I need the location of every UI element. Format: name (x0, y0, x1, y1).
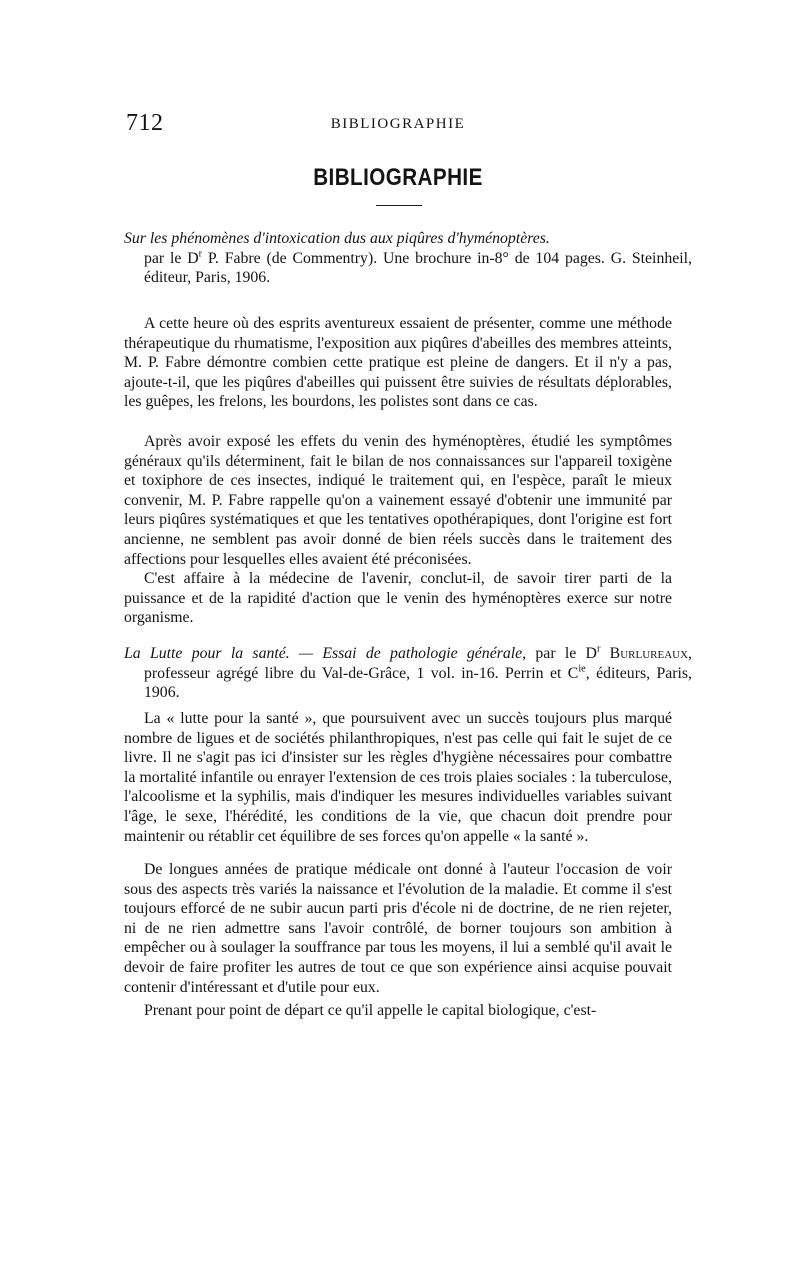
section-title: BIBLIOGRAPHIE (313, 164, 483, 191)
review-paragraph: Prenant pour point de départ ce qu'il appelle le capital biologique, c'est- (144, 1002, 597, 1019)
entry-citation-sup: r (596, 643, 601, 655)
entry-title: Sur les phénomènes d'intoxication dus aux piqûres d'hyménoptères. (124, 230, 550, 247)
page-number: 712 (126, 110, 164, 136)
review-paragraph: A cette heure où des esprits aventureux essaient de présenter, comme une méthode thérapeutique du rhumatisme, l'exposition aux piqûres d'abeilles des membres atteints, M. P. Fabre démontre combien cette pratique est pleine de dangers. Et il n'y a pas, ajoute-t-il, que les piqûres d'abeilles qui puissent être suivies de résultats déplorables, les guêpes, les frelons, les bourdons, les polistes sont dans ce cas. (124, 315, 672, 411)
review-paragraph: Après avoir exposé les effets du venin des hyménoptères, étudié les symptômes généraux qu'ils déterminent, fait le bilan de nos connaissances sur l'appareil toxigène et toxiphore de ces insectes, indiqué le traitement qui, en l'espèce, paraît le mieux convenir, M. P. Fabre rappelle qu'on a vainement essayé d'obtenir une immunité par leurs piqûres systématiques et que les tentatives opothérapiques, dont l'origine est fort ancienne, ne semblent pas avoir donné de bien réels succès dans le traitement des affections pour lesquelles elles avaient été préconisées. (124, 433, 672, 568)
running-title: BIBLIOGRAPHIE (330, 116, 466, 132)
entry-author: Burlureaux, (600, 645, 692, 662)
entry-heading (124, 644, 692, 703)
running-header (124, 110, 672, 136)
review-paragraph: La « lutte pour la santé », que poursuivent avec un succès toujours plus marqué nombre de ligues et de sociétés philanthropiques, n'est pas celle qui fait le sujet de ce livre. Il ne s'agit pas ici d'insister sur les règles d'hygiène nécessaires pour combattre la mortalité infantile ou enrayer l'extension de ces trois plaies sociales : la tuberculose, l'alcoolisme et la syphilis, mais d'indiquer les mesures individuelles variables suivant l'âge, le sexe, l'hérédité, les conditions de la vie, que chacun doit prendre pour maintenir ou rétablir cet équilibre de ses forces qu'on appelle « la santé ». (124, 710, 672, 845)
entry-citation-sup: r (198, 248, 203, 260)
review-paragraph: De longues années de pratique médicale ont donné à l'auteur l'occasion de voir sous des aspects très variés la naissance et l'évolution de la maladie. Et comme il s'est toujours efforcé de ne subir aucun parti pris d'école ni de doctrine, de ne rien rejeter, ni de ne rien admettre sans l'avoir contrôlé, de borner toujours son ambition à empêcher ou à soulager la souffrance par tous les moyens, il lui a semblé qu'il avait le devoir de faire profiter les autres de tout ce que son expérience ainsi acquise pouvait contenir d'intéressant et d'utile pour eux. (124, 861, 672, 996)
entry-citation: par le D (526, 645, 597, 662)
entry-title: La Lutte pour la santé. — Essai de pathologie générale, (124, 645, 527, 662)
entry-citation: P. Fabre (de Commentry). Une brochure in-8° de 104 pages. G. Steinheil, éditeur, Paris, 1906. (144, 249, 692, 287)
entry-heading (124, 229, 692, 288)
entry-citation: professeur agrégé libre du Val-de-Grâce, 1 vol. in-16. Perrin et C (144, 664, 579, 682)
title-rule (376, 205, 422, 206)
entry-citation: , éditeurs, Paris, 1906. (144, 664, 692, 702)
entry-citation-sup: ie (578, 663, 586, 675)
entry-citation: par le D (144, 249, 199, 267)
review-paragraph: C'est affaire à la médecine de l'avenir, conclut-il, de savoir tirer parti de la puissance et de la rapidité d'action que le venin des hyménoptères exerce sur notre organisme. (124, 570, 672, 627)
